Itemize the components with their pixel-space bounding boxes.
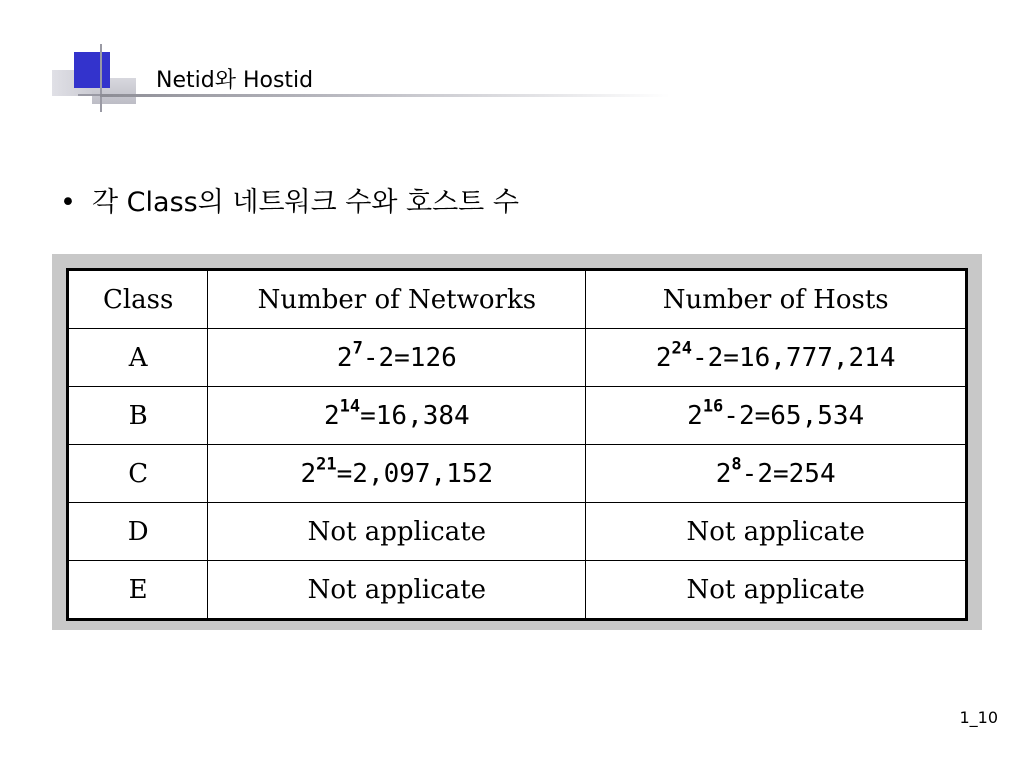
table-row	[68, 329, 967, 387]
networks-cell: Not applicate	[208, 561, 586, 620]
hosts-cell: Not applicate	[586, 561, 967, 620]
hosts-cell: $2^{24}-2=16,777,214$	[586, 329, 967, 387]
table-row	[68, 387, 967, 445]
class-cell: C	[68, 445, 208, 503]
networks-cell: $2^7-2=126$	[208, 329, 586, 387]
networks-cell: $2^{14}=16,384$	[208, 387, 586, 445]
title-ornament	[52, 44, 132, 114]
bullet-text: 각 Class의 네트워크 수와 호스트 수	[92, 187, 519, 218]
table-row	[68, 561, 967, 620]
hosts-cell: $2^8-2=254$	[586, 445, 967, 503]
table-row	[68, 503, 967, 561]
table-row	[68, 445, 967, 503]
networks-cell: $2^{21}=2,097,152$	[208, 445, 586, 503]
hosts-cell: Not applicate	[586, 503, 967, 561]
header-hosts: Number of Hosts	[586, 270, 967, 329]
class-cell: D	[68, 503, 208, 561]
class-cell: E	[68, 561, 208, 620]
class-cell: B	[68, 387, 208, 445]
bullet-dot-icon: •	[60, 187, 76, 218]
networks-cell: Not applicate	[208, 503, 586, 561]
header-networks: Number of Networks	[208, 270, 586, 329]
page-number: 1_10	[959, 708, 998, 727]
header-class: Class	[68, 270, 208, 329]
slide-title: Netid와 Hostid	[156, 68, 314, 93]
bullet-item	[60, 180, 519, 219]
table-header-row	[68, 270, 967, 329]
hosts-cell: $2^{16}-2=65,534$	[586, 387, 967, 445]
title-underline	[100, 94, 670, 97]
class-table	[66, 268, 968, 621]
class-cell: A	[68, 329, 208, 387]
